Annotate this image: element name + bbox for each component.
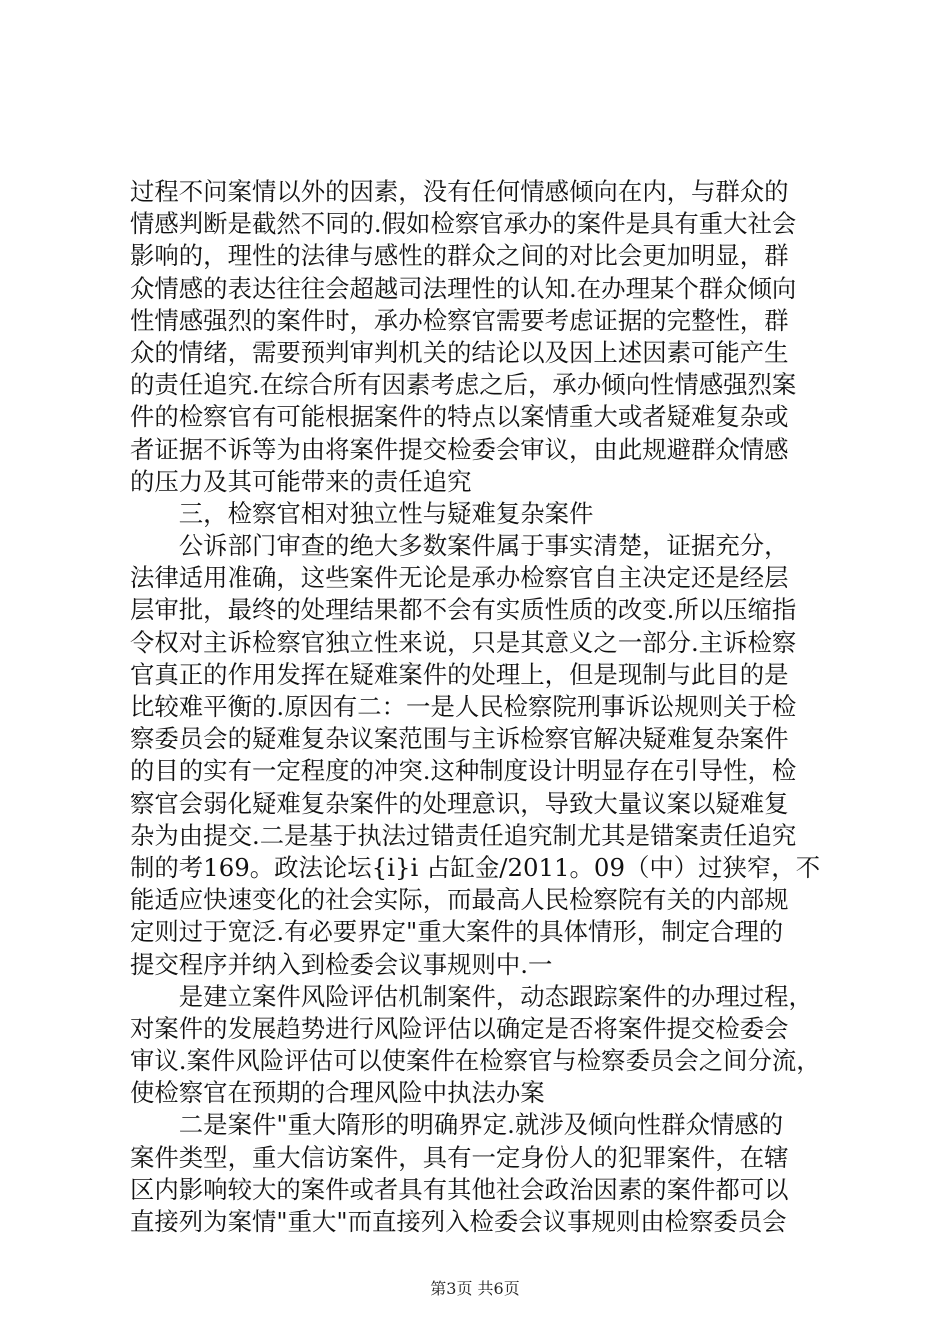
text-line: 层审批，最终的处理结果都不会有实质性质的改变.所以压缩指 xyxy=(130,595,797,625)
page-footer: 第3页 共6页 xyxy=(430,1279,520,1298)
text-line: 制的考169。政法论坛{i}i 占缸金/2011。09（中）过狭窄，不 xyxy=(130,852,821,882)
text-line: 比较难平衡的.原因有二：一是人民检察院刑事诉讼规则关于检 xyxy=(130,692,797,721)
text-line: 众的情绪，需要预判审判机关的结论以及因上述因素可能产生 xyxy=(130,337,789,367)
text-line: 提交程序并纳入到检委会议事规则中.一 xyxy=(130,949,553,979)
text-line: 众情感的表达往往会超越司法理性的认知.在办理某个群众倾向 xyxy=(130,273,797,303)
text-line: 案件类型，重大信访案件，具有一定身份人的犯罪案件，在辖 xyxy=(130,1142,789,1172)
text-line: 令权对主诉检察官独立性来说，只是其意义之一部分.主诉检察 xyxy=(130,627,797,657)
text-line: 公诉部门审查的绝大多数案件属于事实清楚，证据充分， xyxy=(130,531,789,561)
text-line: 审议.案件风险评估可以使案件在检察官与检察委员会之间分流， xyxy=(130,1046,821,1076)
text-line: 者证据不诉等为由将案件提交检委会审议，由此规避群众情感 xyxy=(130,434,789,464)
body-text xyxy=(130,176,830,1238)
text-line: 直接列为案情"重大"而直接列入检委会议事规则由检察委员会 xyxy=(130,1207,787,1236)
text-line: 杂为由提交.二是基于执法过错责任追究制尤其是错案责任追究 xyxy=(130,820,797,850)
text-line: 察委员会的疑难复杂议案范围与主诉检察官解决疑难复杂案件 xyxy=(130,724,789,754)
text-line: 影响的，理性的法律与感性的群众之间的对比会更加明显，群 xyxy=(130,241,789,271)
text-line: 对案件的发展趋势进行风险评估以确定是否将案件提交检委会 xyxy=(130,1013,789,1043)
text-line: 官真正的作用发挥在疑难案件的处理上，但是现制与此目的是 xyxy=(130,659,789,689)
text-line: 二是案件"重大隋形的明确界定.就涉及倾向性群众情感的 xyxy=(130,1110,784,1140)
text-line: 的目的实有一定程度的冲突.这种制度设计明显存在引导性，检 xyxy=(130,756,797,786)
text-line: 的压力及其可能带来的责任追究 xyxy=(130,466,472,496)
text-line: 的责任追究.在综合所有因素考虑之后，承办倾向性情感强烈案 xyxy=(130,370,797,400)
text-line: 区内影响较大的案件或者具有其他社会政治因素的案件都可以 xyxy=(130,1174,789,1204)
section-heading: 三，检察官相对独立性与疑难复杂案件 xyxy=(130,498,594,528)
text-line: 法律适用准确，这些案件无论是承办检察官自主决定还是经层 xyxy=(130,563,789,593)
text-line: 是建立案件风险评估机制案件，动态跟踪案件的办理过程， xyxy=(130,981,813,1011)
text-line: 察官会弱化疑难复杂案件的处理意识，导致大量议案以疑难复 xyxy=(130,788,789,818)
text-line: 使检察官在预期的合理风险中执法办案 xyxy=(130,1078,545,1108)
text-line: 能适应快速变化的社会实际，而最高人民检察院有关的内部规 xyxy=(130,885,789,915)
text-line: 件的检察官有可能根据案件的特点以案情重大或者疑难复杂或 xyxy=(130,402,789,432)
text-line: 情感判断是截然不同的.假如检察官承办的案件是具有重大社会 xyxy=(130,209,797,239)
text-line: 定则过于宽泛.有必要界定"重大案件的具体情形，制定合理的 xyxy=(130,917,784,947)
text-line: 过程不问案情以外的因素，没有任何情感倾向在内，与群众的 xyxy=(130,177,789,206)
text-line: 性情感强烈的案件时，承办检察官需要考虑证据的完整性，群 xyxy=(130,305,789,335)
